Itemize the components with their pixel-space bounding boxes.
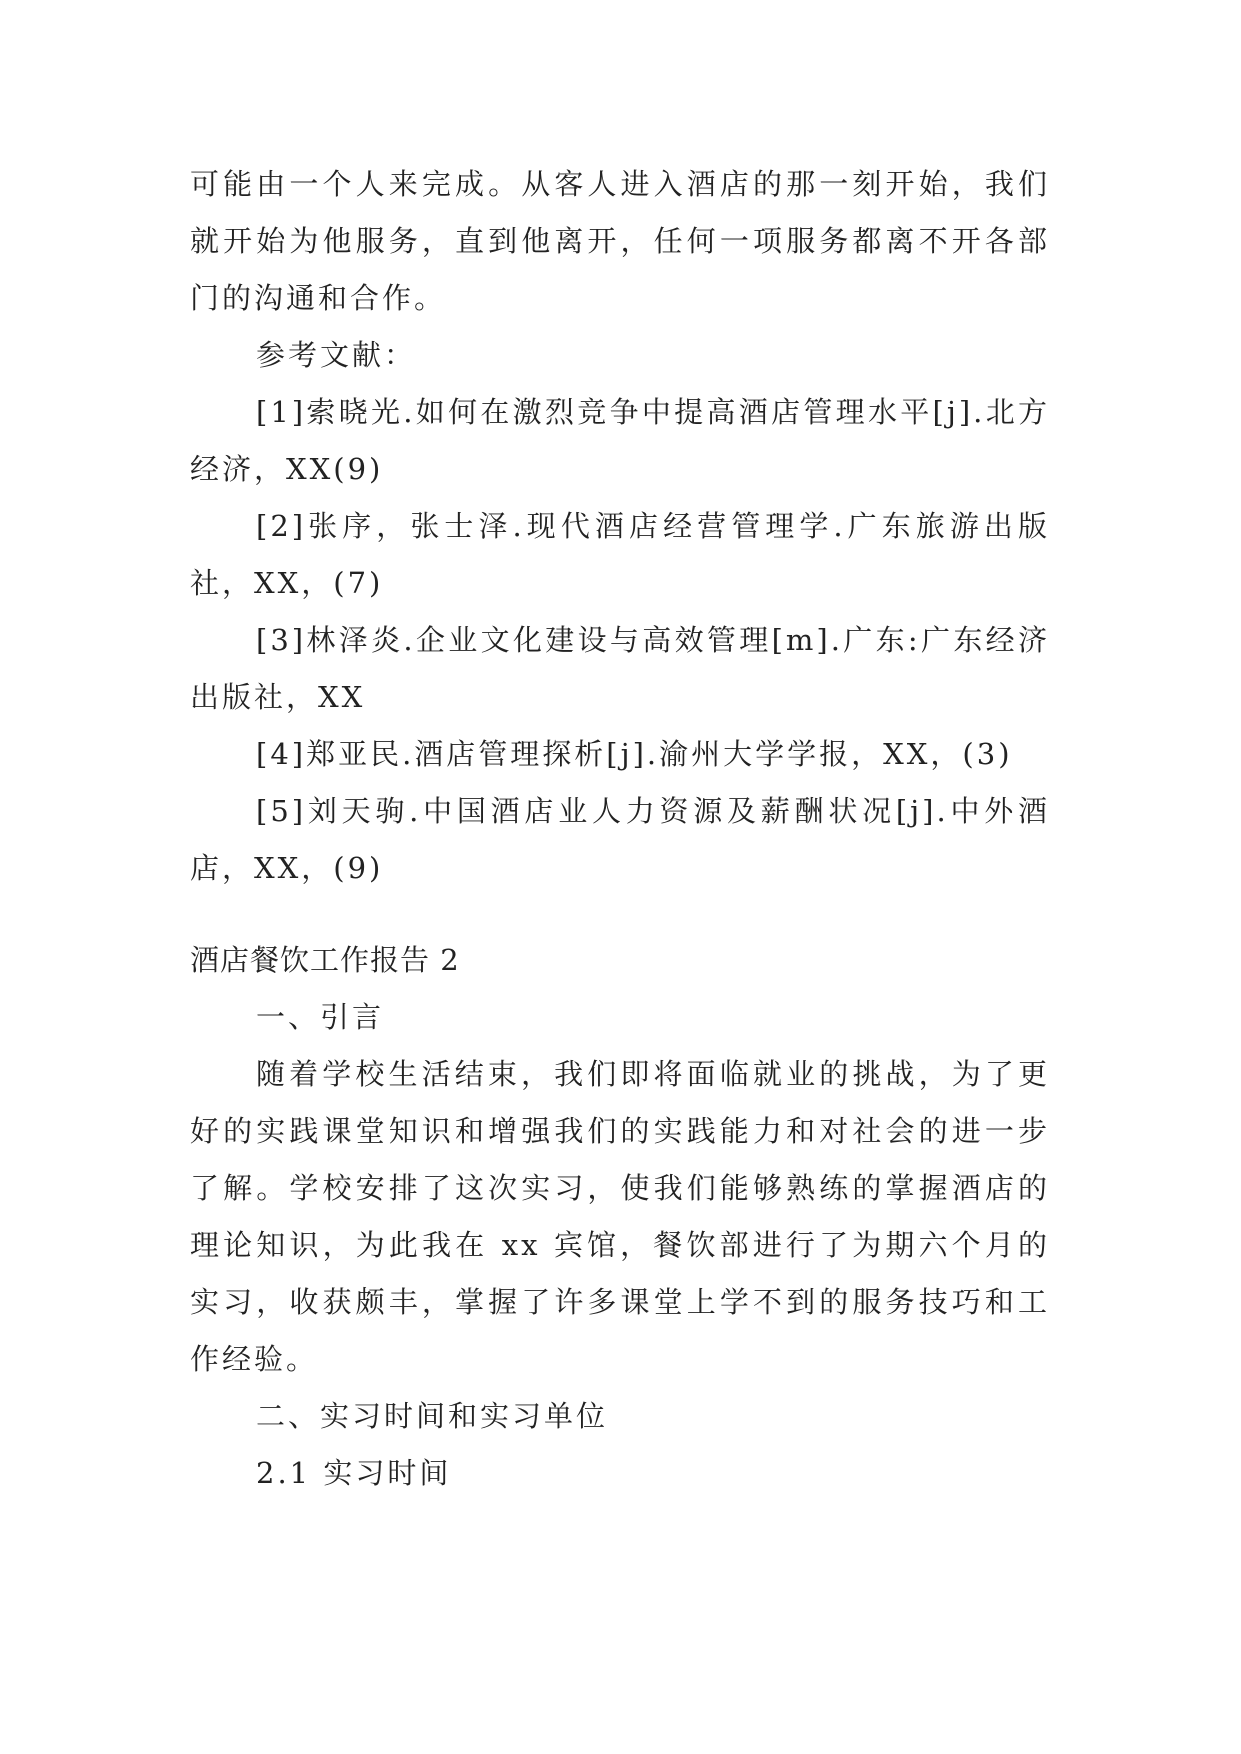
reference-item-5: [5]刘天驹.中国酒店业人力资源及薪酬状况[j].中外酒店，XX，(9)	[190, 794, 1050, 885]
intro-continuation-paragraph: 可能由一个人来完成。从客人进入酒店的那一刻开始，我们就开始为他服务，直到他离开，任何一项服务都离不开各部门的沟通和合作。	[190, 167, 1050, 315]
section-1-body: 随着学校生活结束，我们即将面临就业的挑战，为了更好的实践课堂知识和增强我们的实践能力和对社会的进一步了解。学校安排了这次实习，使我们能够熟练的掌握酒店的理论知识，为此我在 xx 宾馆，餐饮部进行了为期六个月的实习，收获颇丰，掌握了许多课堂上学不到的服务技巧和工作经验。	[190, 1057, 1050, 1376]
section-1-heading: 一、引言	[256, 1000, 385, 1034]
reference-item-2: [2]张序，张士泽.现代酒店经营管理学.广东旅游出版社，XX，(7)	[190, 509, 1050, 600]
document-body	[190, 156, 1050, 1502]
reference-item-1: [1]索晓光.如何在激烈竞争中提高酒店管理水平[j].北方经济，XX(9)	[190, 395, 1050, 486]
reference-item-3: [3]林泽炎.企业文化建设与高效管理[m].广东:广东经济出版社，XX	[190, 623, 1050, 714]
section-2-1-heading: 2.1 实习时间	[256, 1456, 452, 1490]
reference-item-4: [4]郑亚民.酒店管理探析[j].渝州大学学报，XX，(3)	[256, 737, 1013, 771]
references-heading: 参考文献：	[256, 338, 417, 372]
section-2-heading: 二、实习时间和实习单位	[256, 1399, 609, 1433]
report-title: 酒店餐饮工作报告 2	[190, 943, 460, 977]
